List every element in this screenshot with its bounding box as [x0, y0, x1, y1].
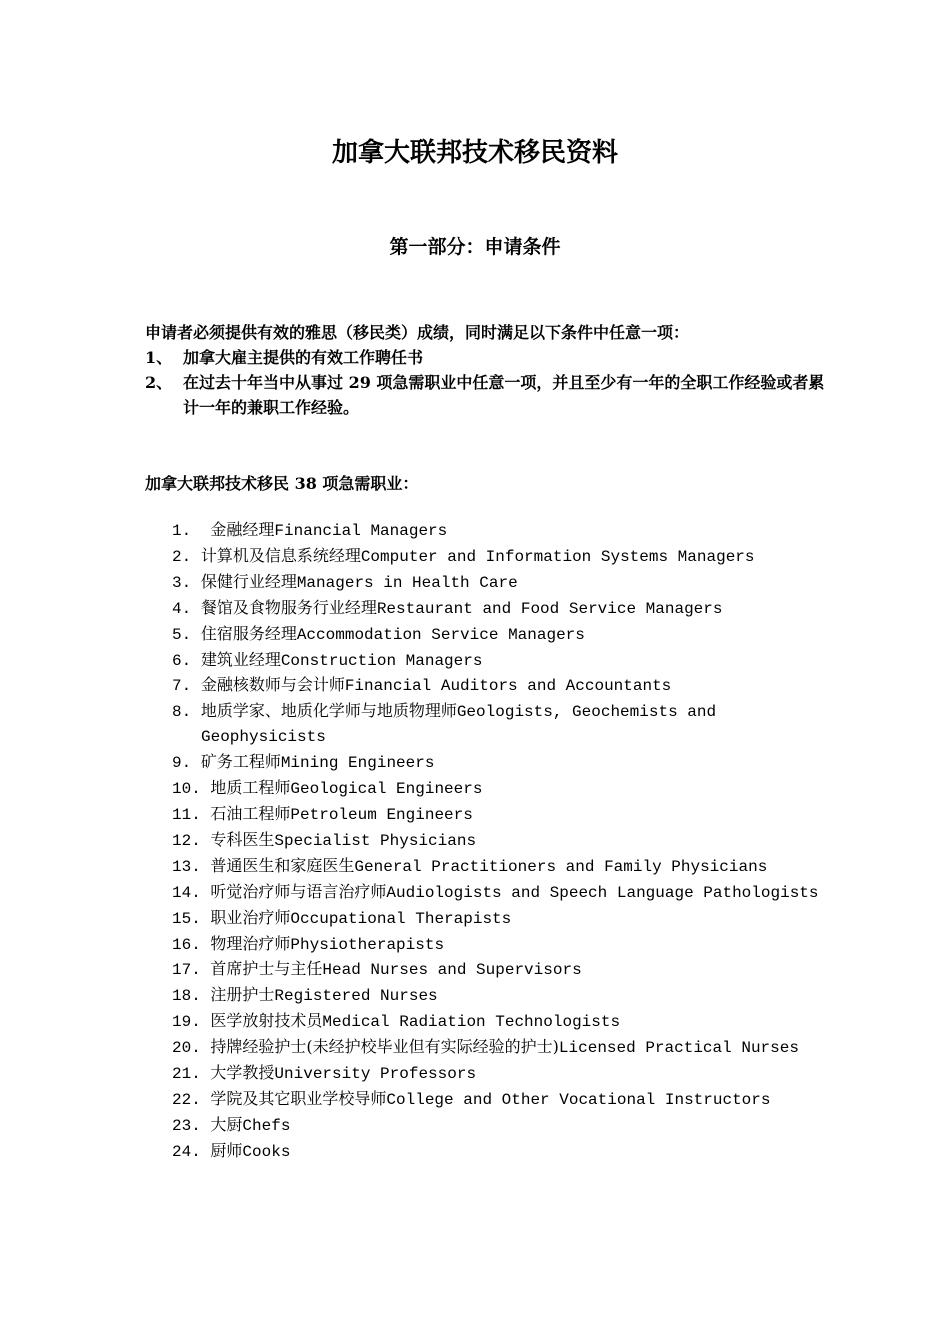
document-title: 加拿大联邦技术移民资料 — [331, 138, 618, 168]
occupation-item — [172, 544, 822, 570]
occupation-name-en: Chefs — [242, 1116, 291, 1135]
occupation-item — [172, 854, 822, 880]
occupation-number: 14. — [172, 883, 211, 902]
occupation-name-zh: 地质学家、地质化学师与地质物理师 — [200, 701, 457, 721]
occupation-name-en: University Professors — [274, 1065, 477, 1084]
occupation-number: 9. — [172, 754, 201, 773]
occupation-number: 11. — [172, 805, 211, 824]
occupation-number: 8. — [172, 703, 201, 722]
occupation-number: 20. — [172, 1039, 211, 1058]
occupation-item — [172, 673, 822, 699]
application-requirements — [145, 320, 825, 420]
condition-text: 加拿大雇主提供的有效工作聘任书 — [183, 348, 424, 367]
occupation-name-en: Head Nurses and Supervisors — [322, 961, 582, 980]
occupation-name-zh: 住宿服务经理 — [200, 623, 297, 643]
occupation-number: 21. — [172, 1065, 211, 1084]
occupation-name-en: Registered Nurses — [274, 987, 438, 1006]
occupation-name-zh: 大厨 — [210, 1114, 243, 1134]
occupation-name-zh: 石油工程师 — [210, 803, 291, 823]
condition-number: 2、 — [145, 373, 173, 392]
occupation-name-zh: 持牌经验护士(未经护校毕业但有实际经验的护士) — [210, 1037, 559, 1057]
occupation-name-en: Mining Engineers — [280, 754, 435, 773]
occupation-name-zh: 金融经理 — [210, 520, 275, 539]
occupation-name-zh: 厨师 — [210, 1140, 243, 1160]
occupation-name-en: Computer and Information Systems Managers — [360, 547, 755, 566]
occupation-item — [172, 699, 822, 750]
occupation-name-en: Construction Managers — [280, 651, 483, 670]
occupation-item — [172, 983, 822, 1009]
condition-item — [145, 370, 825, 420]
occupation-name-zh: 职业治疗师 — [210, 907, 291, 927]
occupation-name-en: Physiotherapists — [290, 935, 445, 954]
occupation-name-zh: 计算机及信息系统经理 — [200, 545, 361, 565]
occupation-name-en: Restaurant and Food Service Managers — [376, 599, 723, 618]
occupation-name-zh: 首席护士与主任 — [210, 959, 323, 979]
occupation-name-en: Financial Managers — [274, 522, 448, 540]
occupation-item — [172, 1139, 822, 1165]
occupation-name-zh: 建筑业经理 — [200, 649, 281, 669]
occupation-name-zh: 普通医生和家庭医生 — [210, 855, 355, 875]
occupation-item — [172, 880, 822, 906]
occupation-name-en: Medical Radiation Technologists — [322, 1013, 621, 1032]
occupation-number: 7. — [172, 677, 201, 696]
occupation-name-en: Occupational Therapists — [290, 909, 512, 928]
occupation-item — [172, 906, 822, 932]
condition-number: 1、 — [145, 348, 173, 367]
occupation-item — [172, 1035, 822, 1061]
occupation-name-en: Petroleum Engineers — [290, 805, 473, 824]
occupation-item — [172, 596, 822, 622]
occupation-item — [172, 1009, 822, 1035]
occupation-item — [172, 776, 822, 802]
occupation-number: 19. — [172, 1013, 211, 1032]
occupation-number: 16. — [172, 935, 211, 954]
occupation-name-en: Audiologists and Speech Language Pathologists — [386, 883, 819, 902]
occupation-name-zh: 矿务工程师 — [200, 752, 281, 772]
occupation-item — [172, 622, 822, 648]
occupation-list-heading: 加拿大联邦技术移民 38 项急需职业： — [145, 474, 419, 493]
occupation-item — [172, 1061, 822, 1087]
occupation-name-en: College and Other Vocational Instructors — [386, 1090, 771, 1109]
occupation-number: 22. — [172, 1090, 211, 1109]
condition-item — [145, 345, 825, 370]
occupation-number: 15. — [172, 909, 211, 928]
occupation-number: 23. — [172, 1116, 211, 1135]
occupation-name-zh: 听觉治疗师与语言治疗师 — [210, 881, 387, 901]
occupation-item — [172, 518, 822, 544]
occupation-name-zh: 专科医生 — [210, 829, 275, 849]
occupation-item — [172, 1087, 822, 1113]
occupation-number: 17. — [172, 961, 211, 980]
occupation-item — [172, 570, 822, 596]
occupation-item — [172, 957, 822, 983]
occupation-item — [172, 1113, 822, 1139]
occupation-name-en: Financial Auditors and Accountants — [344, 677, 672, 696]
occupation-item — [172, 802, 822, 828]
occupation-name-en: Cooks — [242, 1142, 291, 1161]
occupation-number: 6. — [172, 651, 201, 670]
occupation-item — [172, 648, 822, 674]
occupation-number: 24. — [172, 1142, 211, 1161]
occupation-item — [172, 750, 822, 776]
occupation-name-en: General Practitioners and Family Physicians — [354, 857, 768, 876]
occupation-number: 10. — [172, 780, 211, 799]
occupation-number: 5. — [172, 625, 201, 644]
occupation-name-zh: 注册护士 — [210, 985, 275, 1005]
occupation-name-zh: 餐馆及食物服务行业经理 — [200, 597, 377, 617]
occupation-number: 3. — [172, 573, 201, 592]
occupation-name-zh: 物理治疗师 — [210, 933, 291, 953]
occupation-number: 1. — [172, 522, 211, 540]
occupation-name-en: Accommodation Service Managers — [296, 625, 585, 644]
occupation-name-en: Specialist Physicians — [274, 831, 477, 850]
occupation-name-zh: 金融核数师与会计师 — [200, 675, 345, 695]
occupation-item — [172, 828, 822, 854]
condition-text: 在过去十年当中从事过 29 项急需职业中任意一项，并且至少有一年的全职工作经验或者累计一年的兼职工作经验。 — [183, 373, 825, 417]
occupation-number: 2. — [172, 547, 201, 566]
occupation-list — [172, 518, 822, 1165]
occupation-name-zh: 学院及其它职业学校导师 — [210, 1088, 387, 1108]
occupation-number: 13. — [172, 857, 211, 876]
occupation-name-zh: 大学教授 — [210, 1063, 275, 1083]
occupation-name-en: Geological Engineers — [290, 780, 483, 799]
occupation-number: 4. — [172, 599, 201, 618]
occupation-number: 18. — [172, 987, 211, 1006]
occupation-name-zh: 保健行业经理 — [200, 571, 297, 591]
section-heading: 第一部分：申请条件 — [389, 236, 561, 258]
requirements-lead: 申请者必须提供有效的雅思（移民类）成绩，同时满足以下条件中任意一项： — [145, 323, 690, 342]
occupation-name-en: Geologists, Geochemists and Geophysicists — [201, 703, 726, 747]
occupation-name-en: Licensed Practical Nurses — [558, 1039, 799, 1058]
occupation-number: 12. — [172, 831, 211, 850]
occupation-name-en: Managers in Health Care — [296, 573, 518, 592]
occupation-name-zh: 地质工程师 — [210, 778, 291, 798]
occupation-item — [172, 932, 822, 958]
occupation-name-zh: 医学放射技术员 — [210, 1011, 323, 1031]
